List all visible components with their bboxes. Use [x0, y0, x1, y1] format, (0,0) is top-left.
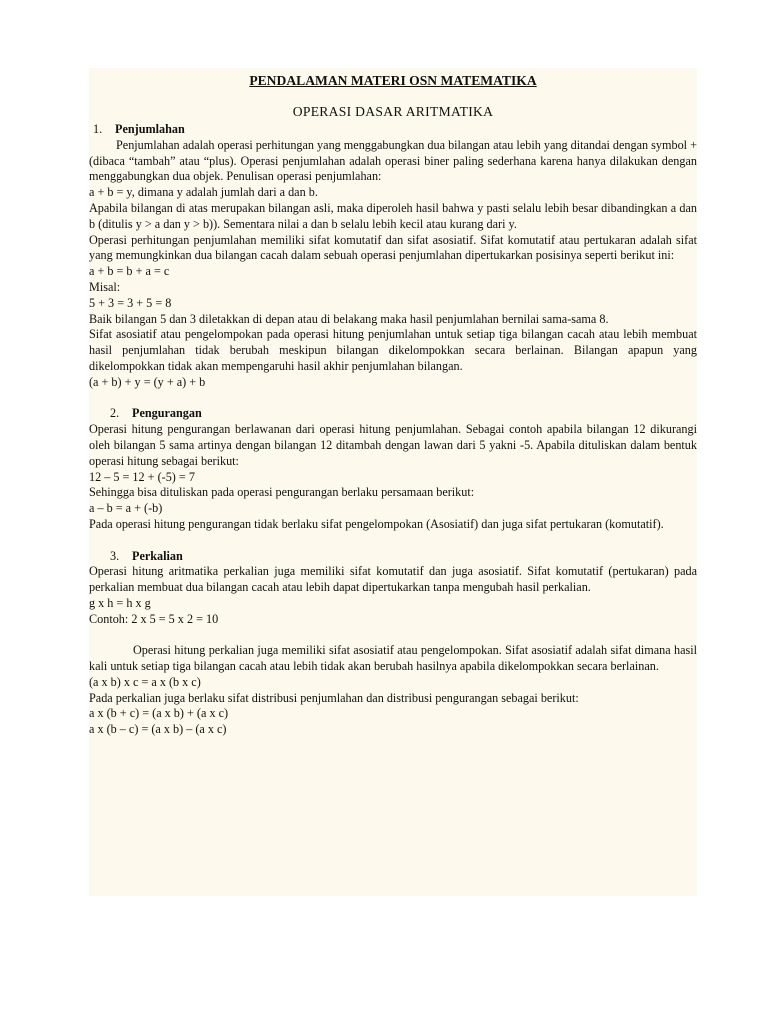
formula-line: (a x b) x c = a x (b x c) [89, 674, 201, 689]
paragraph: Operasi hitung perkalian juga memiliki sifat asosiatif atau pengelompokan. Sifat asosiatif adalah sifat dimana hasil kali untuk setiap tiga bilangan cacah atau lebih tidak akan berubah hasilnya apabila dikelompokkan secara berlainan. [89, 643, 697, 674]
paragraph: Penjumlahan adalah operasi perhitungan yang menggabungkan dua bilangan atau lebih yang ditandai dengan symbol + (dibaca “tambah” atau “plus). Operasi penjumlahan adalah operasi biner paling sederhana karena hanya dilakukan dengan menggabungkan dua objek. Penulisan operasi penjumlahan: [89, 137, 697, 184]
section-heading-penjumlahan [89, 122, 697, 138]
text-line: Pada perkalian juga berlaku sifat distribusi penjumlahan dan distribusi pengurangan sebagai berikut: [89, 690, 579, 705]
formula-line: a x (b – c) = (a x b) – (a x c) [89, 722, 227, 737]
formula-line: Contoh: 2 x 5 = 5 x 2 = 10 [89, 611, 219, 626]
formula-line: a + b = y, dimana y adalah jumlah dari a dan b. [89, 185, 318, 200]
formula-line: 5 + 3 = 3 + 5 = 8 [89, 295, 172, 310]
section-label: Pengurangan [132, 406, 202, 421]
document-title: PENDALAMAN MATERI OSN MATEMATIKA [249, 73, 537, 88]
paragraph: Pada operasi hitung pengurangan tidak berlaku sifat pengelompokan (Asosiatif) dan juga sifat pertukaran (komutatif). [89, 516, 664, 531]
document-page [89, 68, 697, 896]
paragraph: Sifat asosiatif atau pengelompokan pada operasi hitung penjumlahan untuk setiap tiga bilangan cacah atau lebih membuat hasil penjumlahan tidak berubah meskipun bilangan dikelompokkan secara berlainan. Bilangan apapun yang dikelompokkan tidak akan mempengaruhi hasil akhir penjumlahan bilangan. [89, 327, 697, 373]
blank-line [89, 533, 697, 549]
formula-line: a x (b + c) = (a x b) + (a x c) [89, 706, 229, 721]
paragraph: Operasi hitung pengurangan berlawanan dari operasi hitung penjumlahan. Sebagai contoh apabila bilangan 12 dikurangi oleh bilangan 5 sama artinya dengan bilangan 12 ditambah dengan lawan dari 5 yakni -5. Apabila dituliskan dalam bentuk operasi hitung sebagai berikut: [89, 422, 697, 468]
formula-line: (a + b) + y = (y + a) + b [89, 374, 206, 389]
section-number: 1. [93, 122, 103, 136]
text-line: Misal: [89, 279, 121, 294]
section-label: Perkalian [132, 548, 183, 563]
formula-line: g x h = h x g [89, 595, 151, 610]
blank-line [89, 391, 697, 407]
formula-line: a + b = b + a = c [89, 264, 170, 279]
formula-line: a – b = a + (-b) [89, 501, 163, 516]
section-number: 3. [110, 548, 120, 563]
formula-line: 12 – 5 = 12 + (-5) = 7 [89, 469, 195, 484]
section-heading-perkalian [89, 549, 697, 565]
paragraph: Operasi hitung aritmatika perkalian juga memiliki sifat komutatif dan juga asosiatif. Sifat komutatif (pertukaran) pada perkalian membuat dua bilangan cacah atau lebih dapat dipertukarkan tanpa mengubah hasil perkalian. [89, 564, 697, 595]
paragraph: Operasi perhitungan penjumlahan memiliki sifat komutatif dan sifat asosiatif. Sifat komutatif atau pertukaran adalah sifat yang memungkinkan dua bilangan cacah dalam sebuah operasi penjumlahan dipertukarkan posisinya seperti berikut ini: [89, 232, 697, 263]
document-subtitle: OPERASI DASAR ARITMATIKA [292, 104, 494, 119]
section-heading-pengurangan [89, 406, 697, 422]
section-label: Penjumlahan [115, 122, 185, 136]
text-line: Sehingga bisa dituliskan pada operasi pengurangan berlaku persamaan berikut: [89, 485, 475, 500]
paragraph: Apabila bilangan di atas merupakan bilangan asli, maka diperoleh hasil bahwa y pasti selalu lebih besar dibandingkan a dan b (ditulis y > a dan y > b)). Sementara nilai a dan b selalu lebih kecil atau kurang dari y. [89, 200, 697, 231]
section-number: 2. [110, 406, 120, 421]
paragraph: Baik bilangan 5 dan 3 diletakkan di depan atau di belakang maka hasil penjumlahan bernilai sama-sama 8. [89, 311, 609, 326]
blank-line [89, 628, 697, 644]
